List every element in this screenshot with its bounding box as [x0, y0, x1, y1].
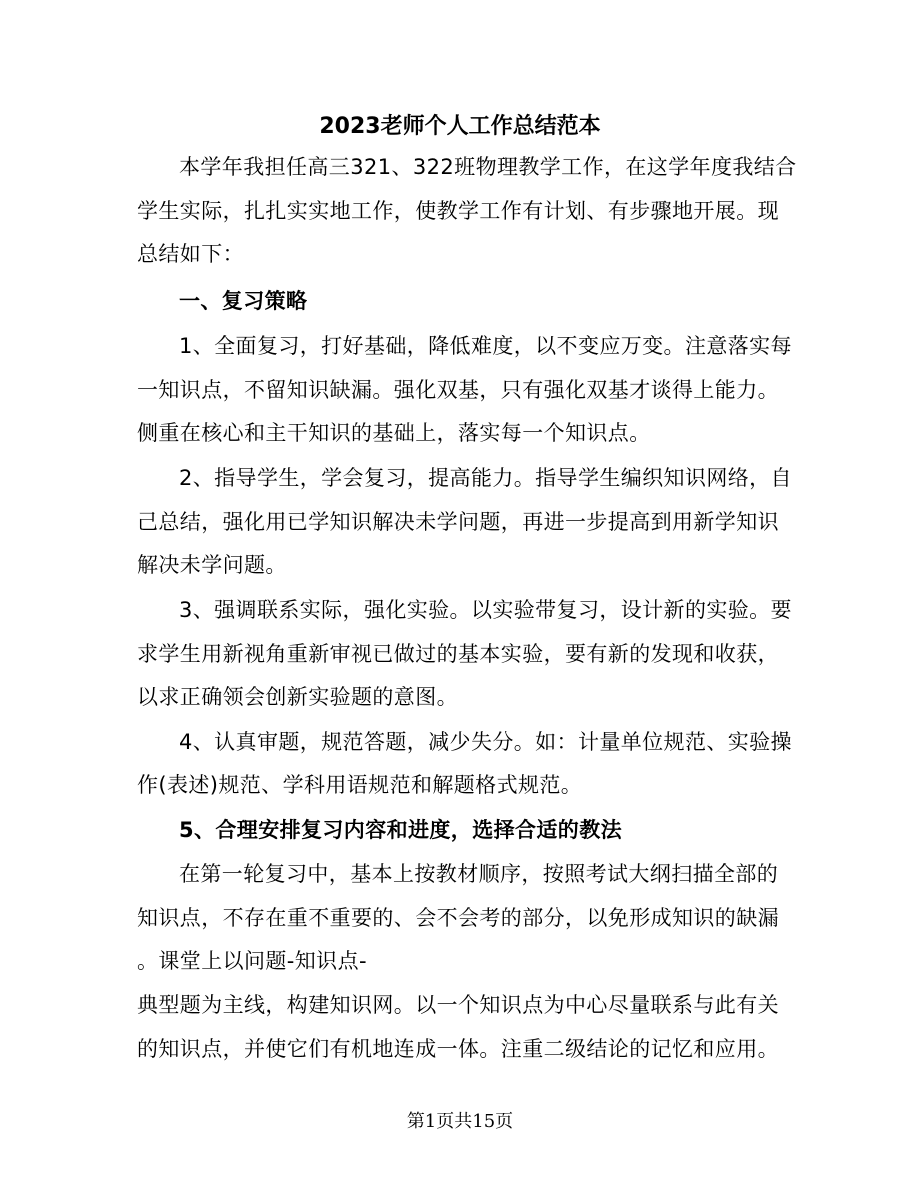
section-heading: 5、合理安排复习内容和进度，选择合适的教法 — [179, 818, 623, 842]
paragraph-line: 侧重在核心和主干知识的基础上，落实每一个知识点。 — [137, 421, 651, 445]
paragraph-line: 4、认真审题，规范答题，减少失分。如：计量单位规范、实验操 — [179, 730, 792, 754]
paragraph-line: 2、指导学生，学会复习，提高能力。指导学生编织知识网络，自 — [179, 466, 792, 490]
document-title: 2023老师个人工作总结范本 — [319, 114, 601, 139]
paragraph-line: 典型题为主线，构建知识网。以一个知识点为中心尽量联系与此有关 — [137, 993, 779, 1017]
paragraph-line: 以求正确领会创新实验题的意图。 — [137, 685, 458, 709]
paragraph-line: 3、强调联系实际，强化实验。以实验带复习，设计新的实验。要 — [179, 598, 792, 622]
paragraph-line: 1、全面复习，打好基础，降低难度，以不变应万变。注意落实每 — [179, 334, 792, 358]
page-number-footer: 第1页共15页 — [406, 1111, 514, 1132]
paragraph-line: 本学年我担任高三321、322班物理教学工作，在这学年度我结合 — [179, 155, 797, 179]
paragraph-line: 解决未学问题。 — [137, 553, 287, 577]
section-heading: 一、复习策略 — [179, 289, 308, 313]
paragraph-line: 一知识点，不留知识缺漏。强化双基，只有强化双基才谈得上能力。 — [137, 378, 779, 402]
paragraph-line: 。课堂上以问题-知识点- — [137, 949, 367, 973]
paragraph-line: 作(表述)规范、学科用语规范和解题格式规范。 — [137, 773, 583, 797]
paragraph-line: 总结如下： — [137, 242, 244, 266]
paragraph-line: 己总结，强化用已学知识解决未学问题，再进一步提高到用新学知识 — [137, 510, 779, 534]
paragraph-line: 求学生用新视角重新审视已做过的基本实验，要有新的发现和收获， — [137, 642, 779, 666]
paragraph-line: 在第一轮复习中，基本上按教材顺序，按照考试大纲扫描全部的 — [179, 862, 779, 886]
paragraph-line: 的知识点，并使它们有机地连成一体。注重二级结论的记忆和应用。 — [137, 1037, 779, 1061]
paragraph-line: 学生实际，扎扎实实地工作，使教学工作有计划、有步骤地开展。现 — [137, 199, 779, 223]
paragraph-line: 知识点，不存在重不重要的、会不会考的部分，以免形成知识的缺漏 — [137, 906, 779, 930]
